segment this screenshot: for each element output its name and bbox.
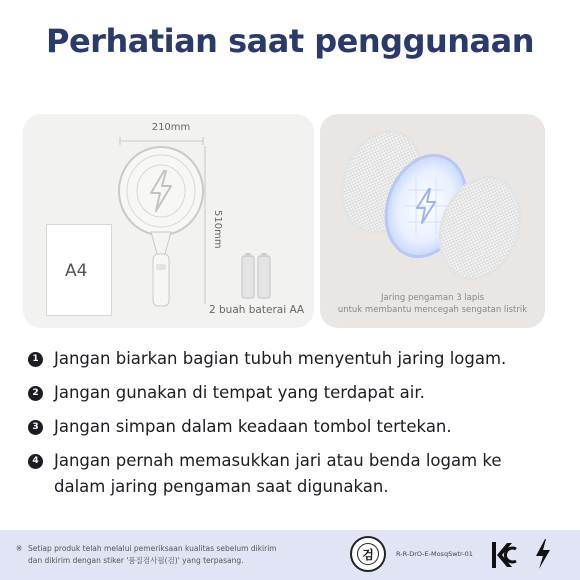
aa-batteries-illustration [239, 252, 273, 300]
caution-text: Jangan simpan dalam keadaan tombol tertekan. [54, 417, 452, 436]
caution-item [28, 448, 558, 500]
inspection-seal-icon [350, 536, 386, 572]
caution-list [28, 346, 558, 508]
seal-glyph: 검 [362, 548, 374, 562]
mesh-caption-line1: Jaring pengaman 3 lapis [380, 293, 485, 303]
product-size-panel [23, 114, 314, 328]
note-mark: ※ [16, 544, 23, 553]
mesh-caption-line2: untuk membantu mencegah sengatan listrik [337, 305, 528, 315]
caution-item [28, 380, 558, 406]
height-dimension-label: 510mm [212, 210, 223, 249]
kc-certification-icon [491, 540, 517, 570]
caution-text-line2: dalam jaring pengaman saat digunakan. [54, 477, 389, 496]
width-dimension-label: 210mm [151, 122, 191, 133]
caution-item [28, 414, 558, 440]
lightning-bolt-icon [147, 170, 175, 212]
safety-mesh-panel [320, 114, 545, 328]
a4-paper-reference [46, 224, 112, 316]
battery-label: 2 buah baterai AA [209, 304, 305, 316]
item-number-badge: 1 [28, 352, 43, 367]
item-number-badge: 3 [28, 420, 43, 435]
item-number-badge: 4 [28, 454, 43, 469]
page-title: Perhatian saat penggunaan [46, 22, 534, 60]
caution-text: Jangan biarkan bagian tubuh menyentuh jaring logam. [54, 349, 507, 368]
certification-footer [0, 530, 580, 580]
lightning-bolt-icon [414, 188, 438, 224]
inspection-note-line2: dan dikirim dengan stiker '품질검사필(검)' yang terpasang. [28, 556, 244, 565]
inspection-note [16, 543, 348, 567]
electric-hazard-icon [534, 538, 552, 570]
caution-text: Jangan gunakan di tempat yang terdapat air. [54, 383, 425, 402]
item-number-badge: 2 [28, 386, 43, 401]
caution-text-line1: Jangan pernah memasukkan jari atau benda logam ke [54, 451, 502, 470]
certification-code: R-R-DrO-E-MosqSwtr-01 [396, 550, 473, 558]
inspection-note-line1: Setiap produk telah melalui pemeriksaan kualitas sebelum dikirim [28, 544, 277, 553]
caution-item [28, 346, 558, 372]
a4-label: A4 [65, 261, 88, 281]
